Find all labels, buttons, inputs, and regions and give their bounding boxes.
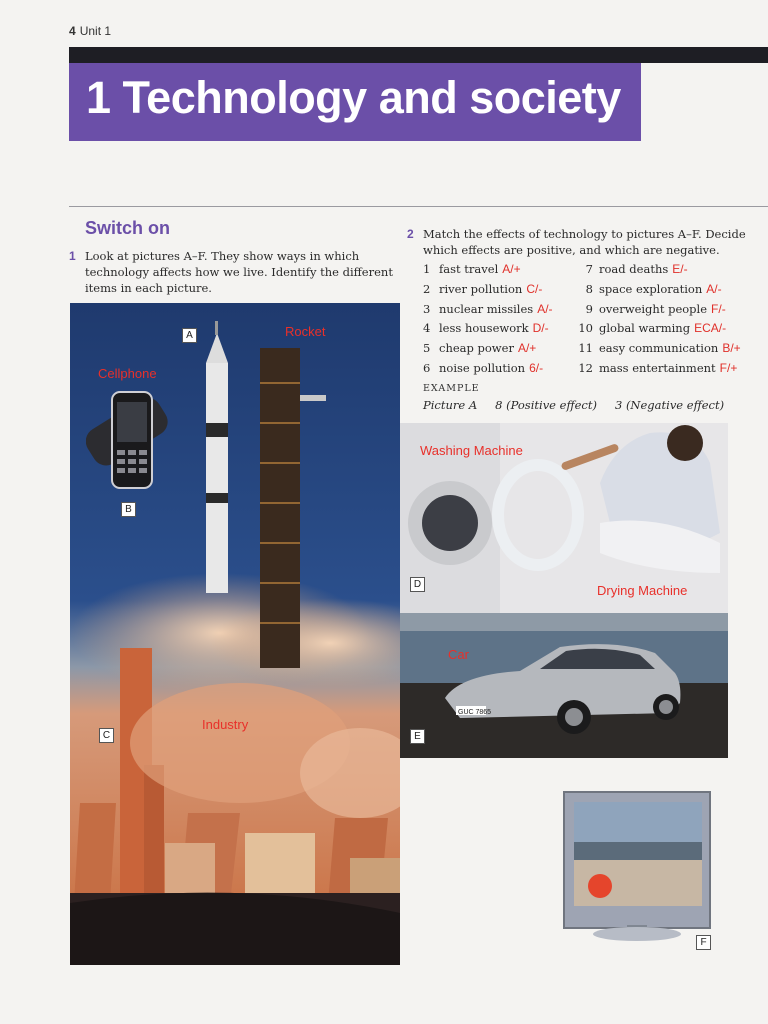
section-rule	[69, 206, 768, 207]
cellphone-icon	[86, 388, 178, 492]
answer-mark: D/-	[532, 321, 549, 336]
annotation-drying-machine: Drying Machine	[597, 583, 688, 598]
television-icon	[562, 790, 712, 942]
exercise-2-text: Match the effects of technology to pictures A–F. Decide which effects are positive, and which are negative.	[423, 227, 746, 257]
list-item: 5 cheap power A/+	[423, 341, 537, 356]
list-item: 2 river pollution C/-	[423, 281, 543, 296]
answer-mark: A/-	[706, 281, 722, 296]
page-number: 4	[69, 24, 76, 38]
picture-tag-e: E	[410, 729, 425, 744]
exercise-2-number: 2	[407, 227, 414, 241]
annotation-industry: Industry	[202, 717, 249, 732]
television-image	[562, 790, 712, 942]
answer-mark: 6/-	[529, 360, 544, 375]
exercise-1-text: Look at pictures A–F. They show ways in which technology affects how we live. Identify the different items in each picture.	[85, 249, 393, 295]
example-heading: EXAMPLE	[423, 383, 480, 394]
answer-mark: B/+	[722, 341, 741, 356]
answer-mark: E/-	[672, 262, 688, 276]
running-header	[69, 24, 111, 38]
list-item: 11 easy communication B/+	[578, 341, 741, 356]
list-item: 9 overweight people F/-	[585, 301, 726, 316]
answer-mark: F/+	[719, 360, 738, 375]
picture-tag-d: D	[410, 577, 425, 592]
list-item: 12 mass entertainment F/+	[578, 360, 738, 375]
annotation-rocket: Rocket	[285, 324, 326, 339]
photo-car	[400, 613, 728, 758]
annotation-cellphone: Cellphone	[98, 366, 157, 381]
page-title: 1 Technology and society	[86, 72, 621, 123]
list-item: 3 nuclear missiles A/-	[423, 301, 553, 316]
annotation-car: Car	[448, 647, 469, 662]
list-item: 6 noise pollution 6/-	[423, 360, 544, 375]
cellphone-image	[86, 388, 178, 492]
unit-label: Unit 1	[79, 24, 112, 38]
license-plate: GUC 7865	[458, 709, 492, 716]
answer-mark: F/-	[711, 301, 726, 316]
picture-tag-c: C	[99, 728, 114, 743]
list-item: 8 space exploration A/-	[585, 281, 722, 296]
picture-tag-b: B	[121, 502, 136, 517]
picture-tag-a: A	[182, 328, 197, 343]
exercise-1-number: 1	[69, 249, 76, 263]
answer-mark: ECA/-	[694, 321, 727, 336]
effects-list-left	[423, 262, 553, 381]
car-illustration	[400, 613, 728, 758]
list-item: 10 global warming ECA/-	[578, 321, 727, 336]
list-item: 1 fast travel A/+	[423, 262, 521, 276]
answer-mark: C/-	[526, 281, 543, 296]
picture-tag-f: F	[696, 935, 711, 950]
example-line: Picture A 8 (Positive effect) 3 (Negative effect)	[423, 398, 725, 412]
list-item: 4 less housework D/-	[423, 321, 549, 336]
answer-mark: A/+	[502, 262, 521, 276]
answer-mark: A/-	[537, 301, 553, 316]
annotation-washing-machine: Washing Machine	[420, 443, 523, 458]
header-bar	[69, 47, 768, 63]
effects-list-right	[573, 262, 741, 381]
list-item: 7 road deaths E/-	[585, 262, 688, 276]
section-heading: Switch on	[85, 218, 170, 238]
answer-mark: A/+	[517, 341, 537, 356]
